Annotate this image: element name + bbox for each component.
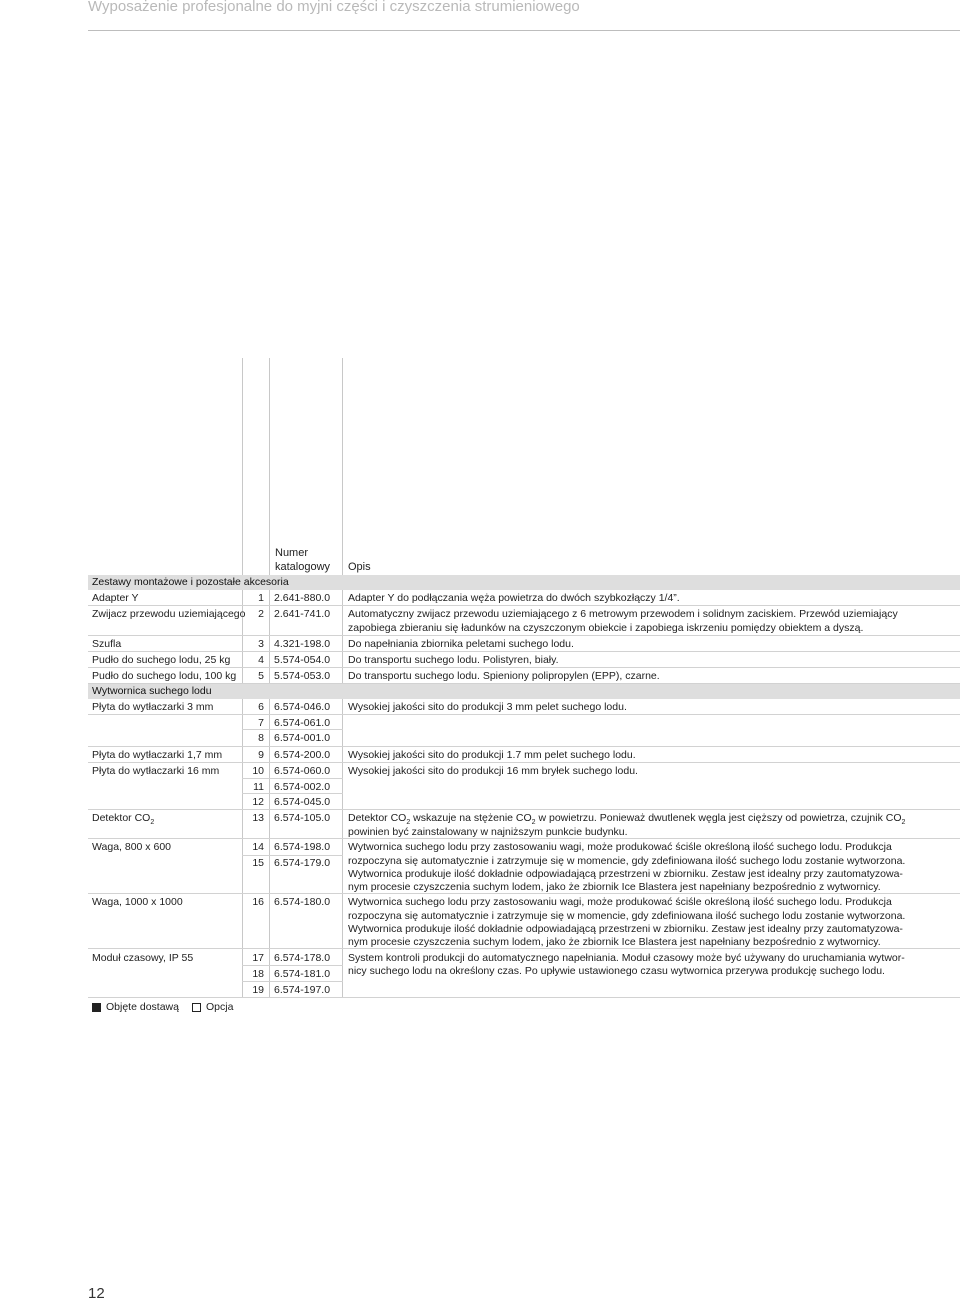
row-number: 4 xyxy=(258,654,264,666)
row-name: Płyta do wytłaczarki 1,7 mm xyxy=(92,749,223,761)
row-description: nym procesie czyszczenia suchym lodem, jako że zbiornik Ice Blastera jest napełniany bezpośrednio z wytwornicy. xyxy=(348,881,881,893)
row-number: 7 xyxy=(258,717,264,729)
row-number: 15 xyxy=(252,857,264,869)
column-divider xyxy=(342,358,343,998)
row-name: Waga, 1000 x 1000 xyxy=(92,896,183,908)
col-header-catalog-2: katalogowy xyxy=(275,561,331,573)
catalog-number: 4.321-198.0 xyxy=(274,638,331,650)
empty-square-icon xyxy=(192,1003,201,1012)
row-description: Wytwornica suchego lodu przy zastosowaniu wagi, może produkować ściśle określoną ilość suchego lodu. Produkcja xyxy=(348,841,892,853)
row-number: 3 xyxy=(258,638,264,650)
catalog-number: 5.574-053.0 xyxy=(274,670,331,682)
catalog-number: 6.574-200.0 xyxy=(274,749,331,761)
row-divider xyxy=(242,778,343,779)
row-divider xyxy=(88,997,960,998)
row-description: Wysokiej jakości sito do produkcji 16 mm bryłek suchego lodu. xyxy=(348,765,638,777)
row-number: 2 xyxy=(258,608,264,620)
row-divider xyxy=(88,635,960,636)
row-number: 11 xyxy=(253,781,264,793)
section-title: Zestawy montażowe i pozostałe akcesoria xyxy=(92,576,289,588)
row-name: Moduł czasowy, IP 55 xyxy=(92,952,194,964)
catalog-number: 6.574-179.0 xyxy=(274,857,331,869)
legend-included: Objęte dostawą xyxy=(106,1001,179,1013)
catalog-number: 6.574-061.0 xyxy=(274,717,331,729)
section-band xyxy=(88,684,960,699)
row-number: 17 xyxy=(252,952,264,964)
row-number: 5 xyxy=(258,670,264,682)
row-description: Wytwornica suchego lodu przy zastosowaniu wagi, może produkować ściśle określoną ilość suchego lodu. Produkcja xyxy=(348,896,892,908)
row-divider xyxy=(242,965,343,966)
co2-subscript: 2 xyxy=(406,819,411,826)
catalog-number: 6.574-180.0 xyxy=(274,896,331,908)
catalog-number: 2.641-880.0 xyxy=(274,592,331,604)
row-name: Pudło do suchego lodu, 25 kg xyxy=(92,654,231,666)
filled-square-icon xyxy=(92,1003,101,1012)
row-description: Adapter Y do podłączania węża powietrza do dwóch szybkozłączy 1/4”. xyxy=(348,592,680,604)
row-description: Do transportu suchego lodu. Polistyren, biały. xyxy=(348,654,559,666)
row-description: zapobiega zbieraniu się ładunków na czyszczonym obiekcie i zapobiega iskrzeniu pomiędzy obiektem a dyszą. xyxy=(348,622,864,634)
row-divider xyxy=(88,746,960,747)
catalog-number: 2.641-741.0 xyxy=(274,608,331,620)
row-number: 14 xyxy=(252,841,264,853)
page-number: 12 xyxy=(88,1285,105,1302)
catalog-number: 6.574-045.0 xyxy=(274,796,331,808)
row-number: 9 xyxy=(258,749,264,761)
co2-name-text: Detektor CO xyxy=(92,812,151,824)
row-divider xyxy=(88,651,960,652)
row-name: Płyta do wytłaczarki 3 mm xyxy=(92,701,214,713)
row-description: rozpoczyna się automatycznie i zatrzymuje się w momencie, gdy zdefiniowana ilość suchego lodu zostanie wytworzona. xyxy=(348,855,906,867)
row-description: powinien być zainstalowany w najniższym punkcie budynku. xyxy=(348,826,628,838)
col-header-catalog-1: Numer xyxy=(275,547,309,559)
row-description: rozpoczyna się automatycznie i zatrzymuje się w momencie, gdy zdefiniowana ilość suchego lodu zostanie wytworzona. xyxy=(348,910,906,922)
catalog-number: 6.574-178.0 xyxy=(274,952,331,964)
catalog-number: 6.574-198.0 xyxy=(274,841,331,853)
desc-text: wskazuje na stężenie CO xyxy=(410,812,532,824)
catalog-number: 6.574-046.0 xyxy=(274,701,331,713)
page-header-title: Wyposażenie profesjonalne do myjni części i czyszczenia strumieniowego xyxy=(88,0,580,15)
row-description: nicy suchego lodu na określony czas. Po upływie ustawionego czasu wytwornica przerywa produkcję suchego lodu. xyxy=(348,965,885,977)
row-description: Wysokiej jakości sito do produkcji 3 mm pelet suchego lodu. xyxy=(348,701,627,713)
row-number: 1 xyxy=(258,592,264,604)
row-divider xyxy=(88,809,960,810)
desc-text: w powietrzu. Ponieważ dwutlenek węgla jest cięższy od powietrza, czujnik CO xyxy=(535,812,902,824)
row-number: 16 xyxy=(252,896,264,908)
catalog-number: 5.574-054.0 xyxy=(274,654,331,666)
row-description: Wytwornica produkuje ilość dokładnie odpowiadającą przestrzeni w zbiorniku. Zestaw jest idealny przy zautomatyzowa- xyxy=(348,923,903,935)
co2-subscript: 2 xyxy=(901,819,906,826)
catalog-number: 6.574-002.0 xyxy=(274,781,331,793)
row-divider xyxy=(88,605,960,606)
legend-option: Opcja xyxy=(206,1001,234,1013)
page-header xyxy=(88,0,960,31)
catalog-number: 6.574-181.0 xyxy=(274,968,331,980)
row-number: 6 xyxy=(258,701,264,713)
row-description: nym procesie czyszczenia suchym lodem, jako że zbiornik Ice Blastera jest napełniany bezpośrednio z wytwornicy. xyxy=(348,936,881,948)
row-description: Wytwornica produkuje ilość dokładnie odpowiadającą przestrzeni w zbiorniku. Zestaw jest idealny przy zautomatyzowa- xyxy=(348,868,903,880)
row-divider xyxy=(88,667,960,668)
row-name: Adapter Y xyxy=(92,592,139,604)
catalog-number: 6.574-197.0 xyxy=(274,984,331,996)
catalog-number: 6.574-001.0 xyxy=(274,732,331,744)
row-name xyxy=(92,812,154,829)
row-name: Płyta do wytłaczarki 16 mm xyxy=(92,765,220,777)
col-header-description: Opis xyxy=(348,561,371,573)
row-name: Waga, 800 x 600 xyxy=(92,841,171,853)
row-divider xyxy=(242,855,343,856)
row-description: System kontroli produkcji do automatycznego napełniania. Moduł czasowy może być używany do uruchamiania wytwor- xyxy=(348,952,905,964)
column-divider xyxy=(242,358,243,998)
row-name: Szufla xyxy=(92,638,122,650)
row-description: Do transportu suchego lodu. Spieniony polipropylen (EPP), czarne. xyxy=(348,670,660,682)
desc-text: Detektor CO xyxy=(348,812,407,824)
row-number: 19 xyxy=(252,984,264,996)
catalog-number: 6.574-060.0 xyxy=(274,765,331,777)
row-number: 12 xyxy=(252,796,264,808)
row-divider xyxy=(242,981,343,982)
row-divider xyxy=(88,762,960,763)
row-name: Zwijacz przewodu uziemiającego xyxy=(92,608,246,620)
row-divider xyxy=(88,714,960,715)
row-number: 8 xyxy=(258,732,264,744)
row-description: Do napełniania zbiornika peletami suchego lodu. xyxy=(348,638,574,650)
section-title: Wytwornica suchego lodu xyxy=(92,685,212,697)
row-number: 10 xyxy=(252,765,264,777)
row-number: 13 xyxy=(252,812,264,824)
row-number: 18 xyxy=(252,968,264,980)
row-name: Pudło do suchego lodu, 100 kg xyxy=(92,670,237,682)
co2-subscript: 2 xyxy=(531,819,536,826)
row-description: Wysokiej jakości sito do produkcji 1.7 mm pelet suchego lodu. xyxy=(348,749,636,761)
column-divider xyxy=(269,358,270,998)
row-description: Automatyczny zwijacz przewodu uziemiającego z 6 metrowym przewodem i solidnym zaciskiem. Przewód uziemiający xyxy=(348,608,898,620)
catalog-number: 6.574-105.0 xyxy=(274,812,331,824)
co2-subscript: 2 xyxy=(150,819,155,826)
